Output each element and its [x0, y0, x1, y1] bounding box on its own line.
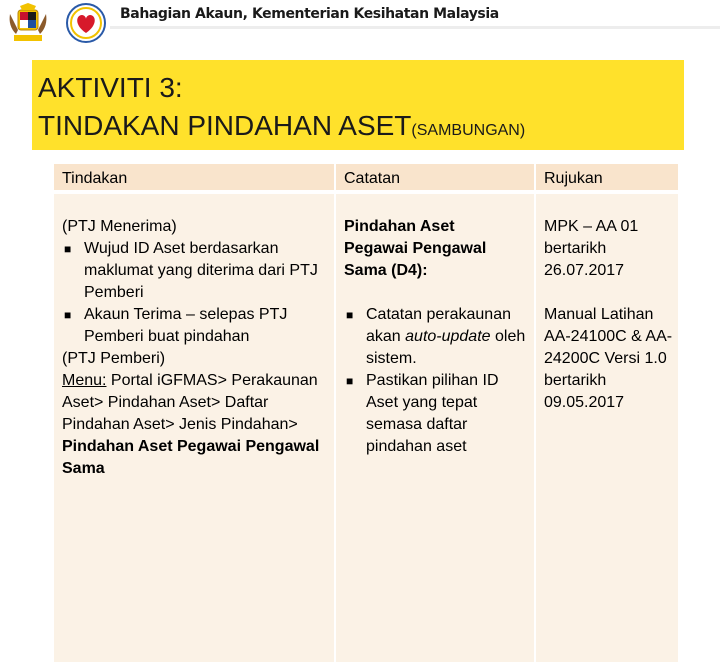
- bullet-icon: ■: [346, 374, 354, 388]
- catatan-bullets: [344, 304, 530, 458]
- tindakan-menu: [62, 370, 328, 480]
- header-rujukan: Rujukan: [544, 170, 603, 187]
- header-tindakan: Tindakan: [62, 170, 128, 187]
- header-catatan: Catatan: [344, 170, 401, 187]
- bullet-icon: ■: [346, 308, 354, 322]
- ministry-health-logo: [64, 2, 108, 44]
- tindakan-bullets: [62, 238, 328, 348]
- rujukan-ref-1: MPK – AA 01 bertarikh 26.07.2017: [544, 218, 639, 279]
- catatan-heading: Pindahan Aset Pegawai Pengawal Sama (D4):: [344, 218, 487, 279]
- cell-tindakan: [54, 194, 334, 662]
- slide-title-box: [32, 60, 684, 150]
- cell-rujukan: [536, 194, 678, 662]
- slide-title-suffix: (SAMBUNGAN): [411, 122, 526, 139]
- slide-title-line2: [38, 110, 525, 142]
- table-row: [54, 194, 678, 662]
- tindakan-bullet-1: Wujud ID Aset berdasarkan maklumat yang diterima dari PTJ Pemberi: [84, 240, 318, 301]
- menu-path: Portal iGFMAS> Perakaunan Aset> Pindahan Aset> Daftar Pindahan Aset> Jenis Pindahan>: [62, 372, 318, 433]
- catatan-bullet-1-em: auto-update: [405, 328, 491, 345]
- slide-title-main: TINDAKAN PINDAHAN ASET: [38, 110, 412, 141]
- slide-header: [0, 0, 720, 48]
- header-title: Bahagian Akaun, Kementerian Kesihatan Malaysia: [120, 6, 499, 22]
- tindakan-intro: (PTJ Menerima): [62, 218, 177, 235]
- catatan-bullet-2: Pastikan pilihan ID Aset yang tepat semasa daftar pindahan aset: [366, 372, 499, 455]
- catatan-text: [344, 216, 530, 458]
- menu-label: Menu:: [62, 372, 107, 389]
- slide-title-line1: AKTIVITI 3:: [38, 72, 183, 103]
- bullet-icon: ■: [64, 242, 72, 256]
- tindakan-bullet-2: Akaun Terima – selepas PTJ Pemberi buat pindahan: [84, 306, 288, 345]
- list-item: [344, 304, 530, 370]
- catatan-bullet-1-post: oleh sistem.: [366, 328, 526, 367]
- header-cell-catatan: [336, 164, 534, 190]
- table-header-row: [54, 164, 678, 190]
- coat-of-arms-logo: [6, 2, 50, 44]
- header-cell-tindakan: [54, 164, 334, 190]
- header-cell-rujukan: [536, 164, 678, 190]
- rujukan-text: [544, 216, 674, 414]
- list-item: [344, 370, 530, 458]
- rujukan-ref-2: Manual Latihan AA-24100C & AA-24200C Versi 1.0 bertarikh 09.05.2017: [544, 306, 673, 411]
- catatan-bullet-1-pre: Catatan perakaunan akan: [366, 306, 511, 345]
- tindakan-pemberi: (PTJ Pemberi): [62, 350, 166, 367]
- tindakan-text: [62, 216, 328, 480]
- bullet-icon: ■: [64, 308, 72, 322]
- menu-path-bold: Pindahan Aset Pegawai Pengawal Sama: [62, 438, 320, 477]
- list-item: [62, 238, 328, 304]
- list-item: [62, 304, 328, 348]
- header-divider: [110, 26, 720, 29]
- cell-catatan: [336, 194, 534, 662]
